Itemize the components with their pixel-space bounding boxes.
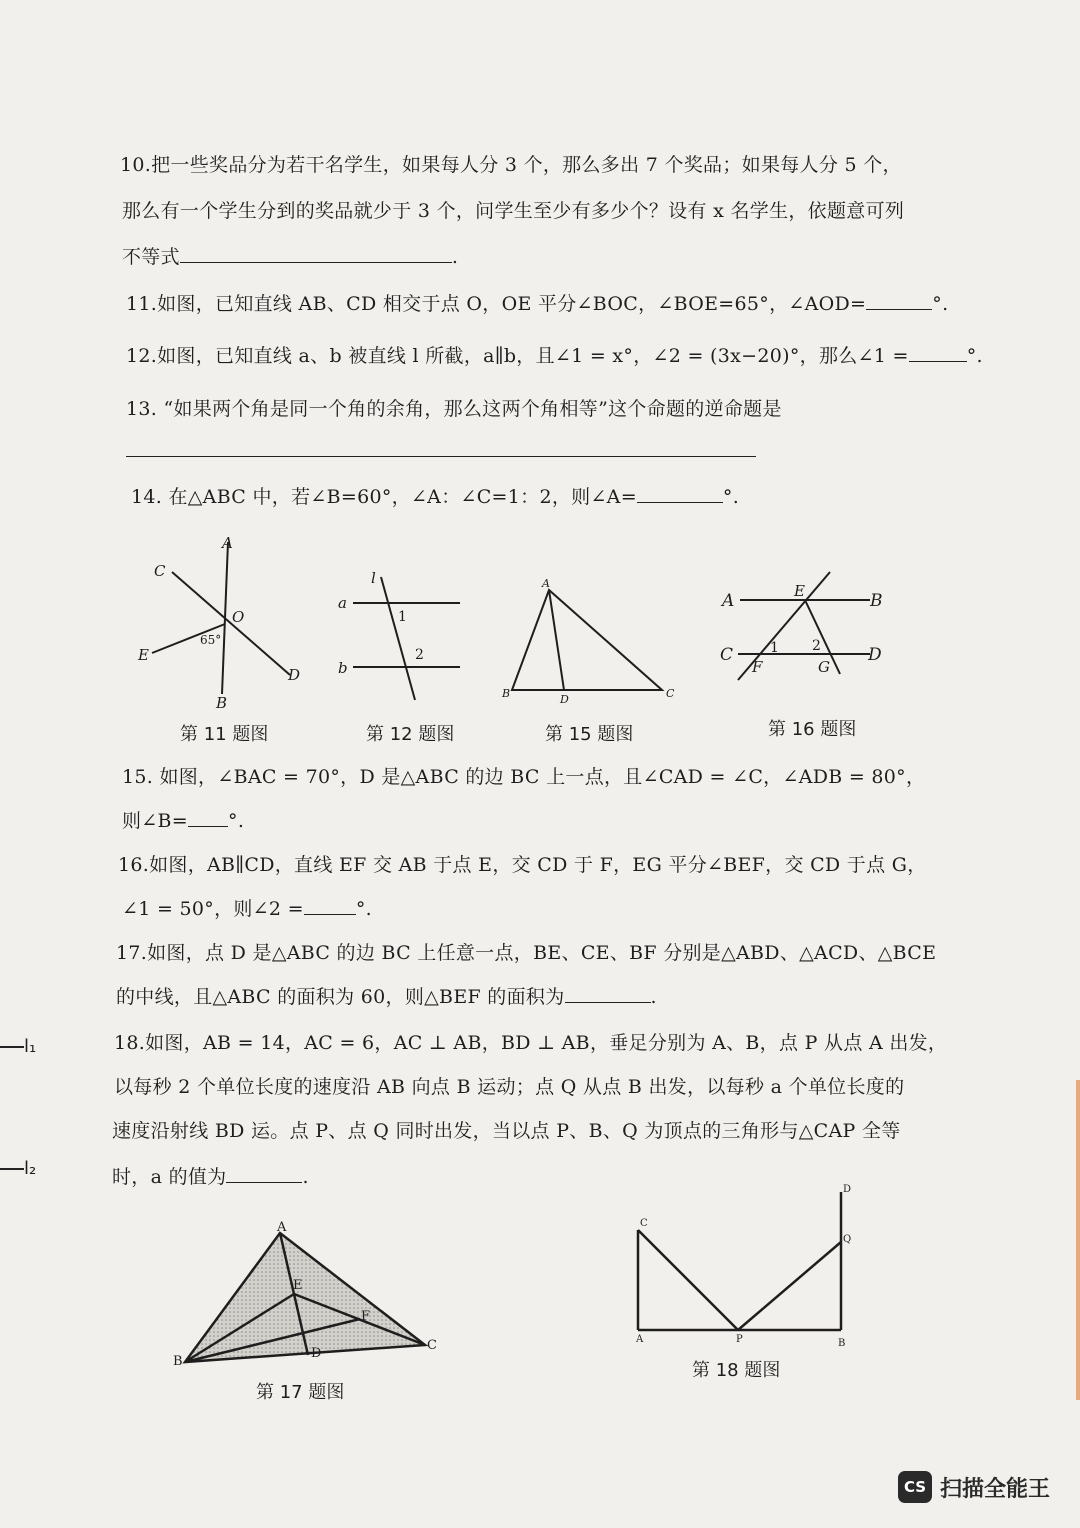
fig18-label-p: P — [736, 1334, 743, 1345]
q16-answer-blank[interactable] — [304, 894, 356, 915]
fig11-label-e: E — [138, 646, 149, 664]
figure-12 — [335, 565, 470, 705]
margin-mark-l2-label: l₂ — [24, 1158, 37, 1179]
margin-mark-l1 — [0, 1036, 36, 1057]
q10-line2: 那么有一个学生分到的奖品就少于 3 个，问学生至少有多少个？设有 x 名学生，依题意可列 — [122, 200, 905, 222]
fig16-label-c: C — [720, 645, 734, 665]
fig11-label-a: A — [222, 534, 233, 552]
q10-prefix: 不等式 — [122, 246, 180, 268]
scanner-logo-badge: CS — [898, 1471, 932, 1503]
figure-11 — [130, 530, 310, 710]
fig16-label-g: G — [818, 658, 830, 676]
fig18-caption: 第 18 题图 — [692, 1360, 781, 1381]
fig18-label-a: A — [636, 1334, 644, 1345]
q17-line1: 17.如图，点 D 是△ABC 的边 BC 上任意一点，BE、CE、BF 分别是△ABD、△ACD、△BCE — [116, 942, 937, 964]
fig15-label-c: C — [666, 687, 675, 700]
q15-prefix: 则∠B= — [122, 810, 189, 832]
q16-line2 — [122, 894, 372, 921]
fig16-label-f: F — [752, 658, 763, 676]
fig17-label-a: A — [277, 1220, 287, 1235]
q18-line1: 18.如图，AB = 14，AC = 6，AC ⊥ AB，BD ⊥ AB，垂足分别为 A、B，点 P 从点 A 出发， — [114, 1032, 948, 1054]
fig15-segment-ad — [549, 590, 564, 690]
q15-line2 — [122, 806, 244, 833]
margin-mark-l1-label: l₁ — [24, 1036, 37, 1057]
fig16-caption: 第 16 题图 — [768, 719, 857, 740]
fig11-label-c: C — [154, 562, 166, 580]
fig11-caption: 第 11 题图 — [180, 724, 269, 745]
fig11-line-cd — [172, 572, 290, 675]
fig16-label-a: A — [722, 591, 735, 611]
fig12-angle1-label: 1 — [398, 609, 407, 625]
fig12-label-b: b — [338, 659, 348, 677]
fig15-label-d: D — [560, 693, 569, 706]
q14-prefix: 14. 在△ABC 中，若∠B=60°，∠A：∠C=1：2，则∠A= — [131, 486, 637, 508]
fig15-label-a: A — [542, 577, 550, 590]
q18-prefix: 时，a 的值为 — [112, 1166, 227, 1188]
fig11-label-o: O — [232, 608, 245, 626]
q13: 13. “如果两个角是同一个角的余角，那么这两个角相等”这个命题的逆命题是 — [126, 398, 782, 420]
figure-15 — [500, 575, 685, 705]
q18-line3: 速度沿射线 BD 运。点 P、点 Q 同时出发，当以点 P、B、Q 为顶点的三角形与△CAP 全等 — [112, 1120, 901, 1142]
q15-line1: 15. 如图，∠BAC = 70°，D 是△ABC 的边 BC 上一点，且∠CAD = ∠C，∠ADB = 80°， — [122, 766, 926, 788]
fig15-label-b: B — [502, 687, 511, 700]
fig17-label-e: E — [293, 1278, 303, 1293]
page-edge-stripe — [1076, 1080, 1080, 1400]
fig18-segment-pq — [738, 1242, 841, 1330]
fig12-label-a: a — [338, 594, 347, 612]
fig18-label-c: C — [640, 1218, 648, 1229]
q12-suffix: °. — [966, 345, 983, 367]
q10-line1: 10.把一些奖品分为若干名学生，如果每人分 3 个，那么多出 7 个奖品；如果每人分 5 个， — [120, 154, 902, 176]
scanner-logo-text: 扫描全能王 — [940, 1477, 1051, 1502]
q12-answer-blank[interactable] — [909, 341, 967, 362]
fig12-line-l — [381, 577, 415, 700]
q18-line4 — [112, 1162, 309, 1189]
fig12-angle2-label: 2 — [415, 647, 424, 663]
fig11-label-d: D — [288, 666, 301, 684]
q18-answer-blank[interactable] — [226, 1162, 302, 1183]
fig17-label-f: F — [361, 1309, 371, 1324]
q15-answer-blank[interactable] — [188, 806, 228, 827]
q16-prefix: ∠1 = 50°，则∠2 = — [122, 898, 304, 920]
margin-mark-l2 — [0, 1158, 36, 1179]
fig11-label-b: B — [216, 694, 228, 712]
q17-suffix: . — [650, 986, 657, 1008]
q10-answer-blank[interactable] — [180, 242, 452, 263]
figure-17 — [165, 1215, 450, 1375]
q12 — [126, 341, 983, 368]
fig18-label-b: B — [838, 1338, 846, 1349]
fig16-angle1-label: 1 — [770, 640, 779, 656]
q11-suffix: °. — [932, 293, 949, 315]
q16-line1: 16.如图，AB∥CD，直线 EF 交 AB 于点 E，交 CD 于 F，EG 平分∠BEF，交 CD 于点 G， — [118, 854, 927, 876]
q14 — [131, 482, 739, 509]
q10-line3 — [122, 242, 458, 269]
fig15-triangle — [512, 590, 662, 690]
fig18-segment-cp — [638, 1230, 738, 1330]
fig17-label-c: C — [427, 1338, 437, 1353]
fig12-label-l: l — [371, 569, 376, 587]
fig16-angle2-label: 2 — [812, 638, 821, 654]
fig16-label-e: E — [794, 582, 805, 600]
q11-answer-blank[interactable] — [866, 289, 932, 310]
q16-suffix: °. — [355, 898, 372, 920]
q15-suffix: °. — [228, 810, 245, 832]
fig18-label-q: Q — [843, 1234, 852, 1245]
q18-suffix: . — [302, 1166, 309, 1188]
q17-prefix: 的中线，且△ABC 的面积为 60，则△BEF 的面积为 — [116, 986, 565, 1008]
fig17-label-b: B — [173, 1354, 183, 1369]
q17-answer-blank[interactable] — [565, 982, 651, 1003]
fig11-angle-label: 65° — [200, 633, 222, 647]
q11 — [126, 289, 948, 316]
figure-16 — [718, 568, 893, 688]
q14-suffix: °. — [722, 486, 740, 508]
q18-line2: 以每秒 2 个单位长度的速度沿 AB 向点 B 运动；点 Q 从点 B 出发，以每秒 a 个单位长度的 — [114, 1076, 905, 1098]
q11-prefix: 11.如图，已知直线 AB、CD 相交于点 O，OE 平分∠BOC，∠BOE=65°，∠AOD= — [126, 293, 867, 315]
fig16-label-b: B — [870, 591, 883, 611]
q10-suffix: . — [451, 246, 459, 268]
fig15-caption: 第 15 题图 — [545, 724, 634, 745]
q14-answer-blank[interactable] — [637, 482, 723, 503]
q17-line2 — [116, 982, 657, 1009]
fig12-caption: 第 12 题图 — [366, 724, 455, 745]
fig17-caption: 第 17 题图 — [256, 1382, 345, 1403]
q13-answer-line[interactable] — [126, 440, 756, 457]
fig16-label-d: D — [868, 645, 882, 665]
fig17-label-d: D — [311, 1346, 322, 1361]
fig18-label-d: D — [843, 1184, 852, 1195]
q12-prefix: 12.如图，已知直线 a、b 被直线 l 所截，a∥b，且∠1 = x°，∠2 = (3x−20)°，那么∠1 = — [126, 345, 909, 367]
figure-18 — [628, 1180, 858, 1355]
